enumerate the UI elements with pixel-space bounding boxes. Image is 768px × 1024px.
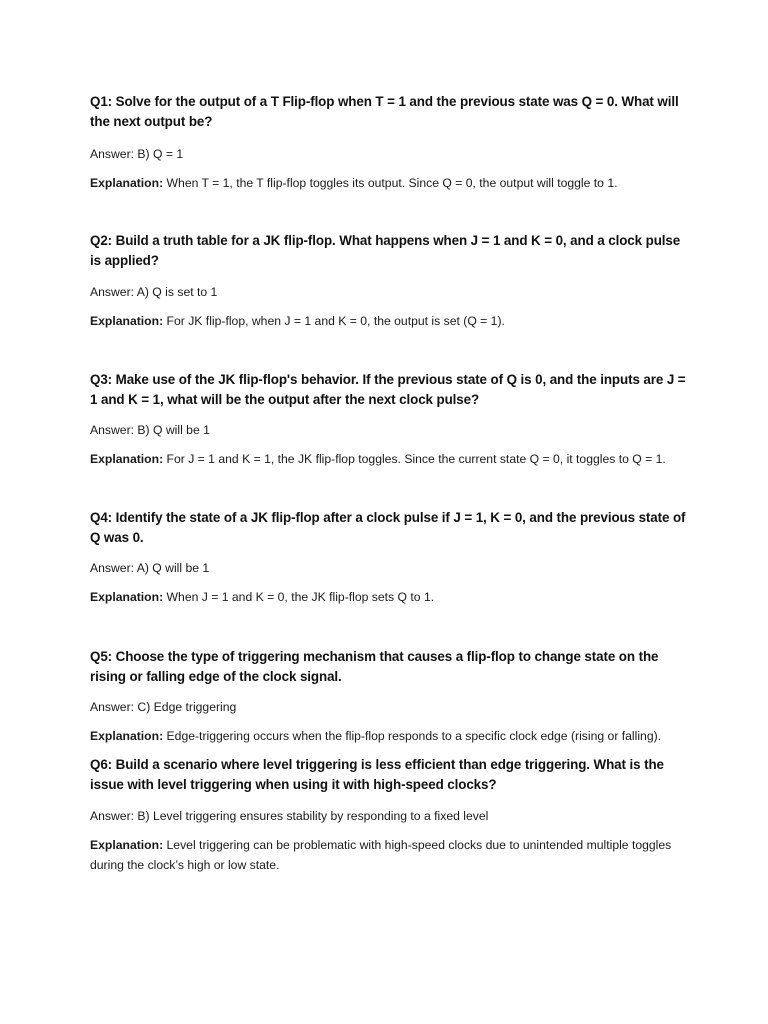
explanation-label-q2: Explanation: [90,314,164,328]
question-q3: Q3: Make use of the JK flip-flop's behavior. If the previous state of Q is 0, and the inputs are J = 1 and K = 1, what will be the output after the next clock pulse? [90,372,686,407]
explanation-text-q5: Edge-triggering occurs when the flip-flop responds to a specific clock edge (rising or falling). [166,729,662,743]
explanation-text-q3: For J = 1 and K = 1, the JK flip-flop toggles. Since the current state Q = 0, it toggles to Q = 1. [166,452,666,466]
explanation-q2 [90,311,690,331]
answer-q6: Answer: B) Level triggering ensures stability by responding to a fixed level [90,809,489,823]
question-block-q1 [90,92,690,190]
explanation-label-q1: Explanation: [90,176,164,190]
answer-q1: Answer: B) Q = 1 [90,147,184,161]
question-block-q5 [90,647,690,743]
explanation-q6 [90,835,690,875]
answer-q4: Answer: A) Q will be 1 [90,561,210,575]
explanation-q3 [90,449,690,469]
question-q1: Q1: Solve for the output of a T Flip-flop when T = 1 and the previous state was Q = 0. What will the next output be? [90,94,679,129]
explanation-text-q4: When J = 1 and K = 0, the JK flip-flop sets Q to 1. [166,590,435,604]
answer-q2: Answer: A) Q is set to 1 [90,285,218,299]
question-q5: Q5: Choose the type of triggering mechanism that causes a flip-flop to change state on the rising or falling edge of the clock signal. [90,649,659,684]
question-block-q3 [90,370,690,466]
question-block-q4 [90,508,690,604]
explanation-label-q4: Explanation: [90,590,164,604]
answer-q5: Answer: C) Edge triggering [90,700,237,714]
question-block-q6 [90,755,690,872]
explanation-label-q3: Explanation: [90,452,164,466]
explanation-label-q5: Explanation: [90,729,164,743]
explanation-q1 [90,173,690,193]
question-q4: Q4: Identify the state of a JK flip-flop after a clock pulse if J = 1, K = 0, and the previous state of Q was 0. [90,510,686,545]
explanation-text-q2: For JK flip-flop, when J = 1 and K = 0, the output is set (Q = 1). [166,314,505,328]
explanation-q5 [90,726,690,746]
question-q6: Q6: Build a scenario where level triggering is less efficient than edge triggering. What is the issue with level triggering when using it with high-speed clocks? [90,757,664,792]
explanation-text-q1: When T = 1, the T flip-flop toggles its output. Since Q = 0, the output will toggle to 1. [166,176,618,190]
answer-q3: Answer: B) Q will be 1 [90,423,210,437]
question-block-q2 [90,231,690,328]
question-q2: Q2: Build a truth table for a JK flip-flop. What happens when J = 1 and K = 0, and a clock pulse is applied? [90,233,681,268]
explanation-q4 [90,587,690,607]
explanation-text-q6: Level triggering can be problematic with high-speed clocks due to unintended multiple toggles during the clock’s high or low state. [90,838,672,872]
explanation-label-q6: Explanation: [90,838,164,852]
